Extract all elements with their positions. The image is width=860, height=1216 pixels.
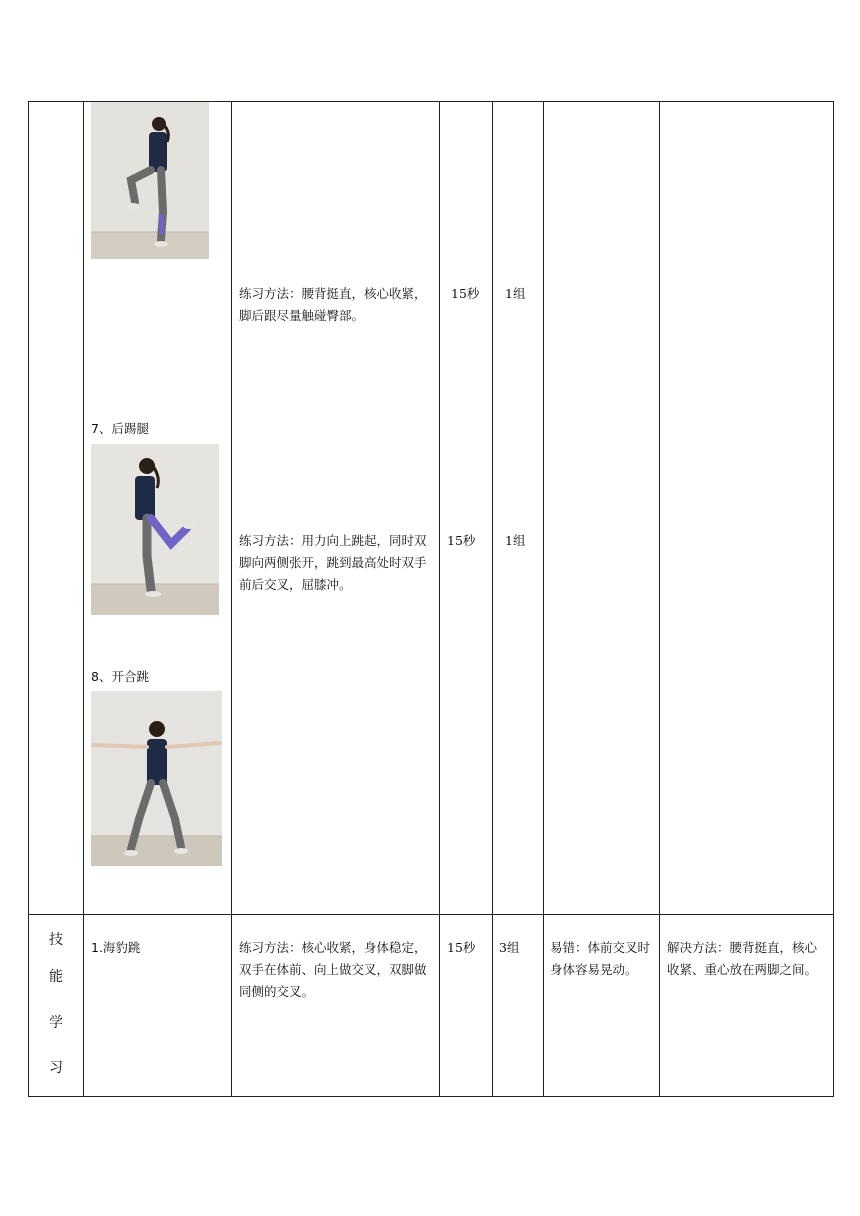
exercise-label: 7、后踢腿 xyxy=(91,421,149,436)
common-error: 易错：体前交叉时身体容易晃动。 xyxy=(550,940,651,977)
exercise-method: 练习方法：用力向上跳起，同时双脚向两侧张开，跳到最高处时双手前后交叉，屈膝冲。 xyxy=(239,533,427,592)
section-label-char: 能 xyxy=(49,969,63,985)
exercise-method: 练习方法：腰背挺直，核心收紧，脚后跟尽量触碰臀部。 xyxy=(239,286,427,323)
exercise-sets: 1组 xyxy=(505,533,526,548)
table-col-border xyxy=(439,101,440,1097)
exercise-photo-back-kick xyxy=(91,444,219,615)
table-col-border xyxy=(231,101,232,1097)
exercise-time: 15秒 xyxy=(451,286,480,301)
exercise-time: 15秒 xyxy=(447,940,476,955)
exercise-sets: 1组 xyxy=(505,286,526,301)
solution-method: 解决方法：腰背挺直，核心收紧、重心放在两脚之间。 xyxy=(667,940,818,977)
table-col-border xyxy=(659,101,660,1097)
exercise-method: 练习方法：核心收紧，身体稳定，双手在体前、向上做交叉，双脚做同侧的交叉。 xyxy=(239,940,427,999)
exercise-time: 15秒 xyxy=(447,533,476,548)
exercise-photo-jumping-jack xyxy=(91,691,222,866)
section-label-char: 习 xyxy=(49,1060,63,1076)
exercise-label: 1.海豹跳 xyxy=(91,940,141,955)
table-row-divider xyxy=(28,914,834,915)
exercise-sets: 3组 xyxy=(499,940,520,955)
table-bottom-border xyxy=(28,1096,834,1097)
exercise-label: 8、开合跳 xyxy=(91,669,149,684)
exercise-photo-high-knee xyxy=(91,102,209,259)
table-col-border xyxy=(543,101,544,1097)
table-col-border xyxy=(83,101,84,1097)
section-label-char: 学 xyxy=(49,1015,63,1031)
table-col-border xyxy=(833,101,834,1097)
table-col-border xyxy=(492,101,493,1097)
section-label-char: 技 xyxy=(49,932,63,948)
